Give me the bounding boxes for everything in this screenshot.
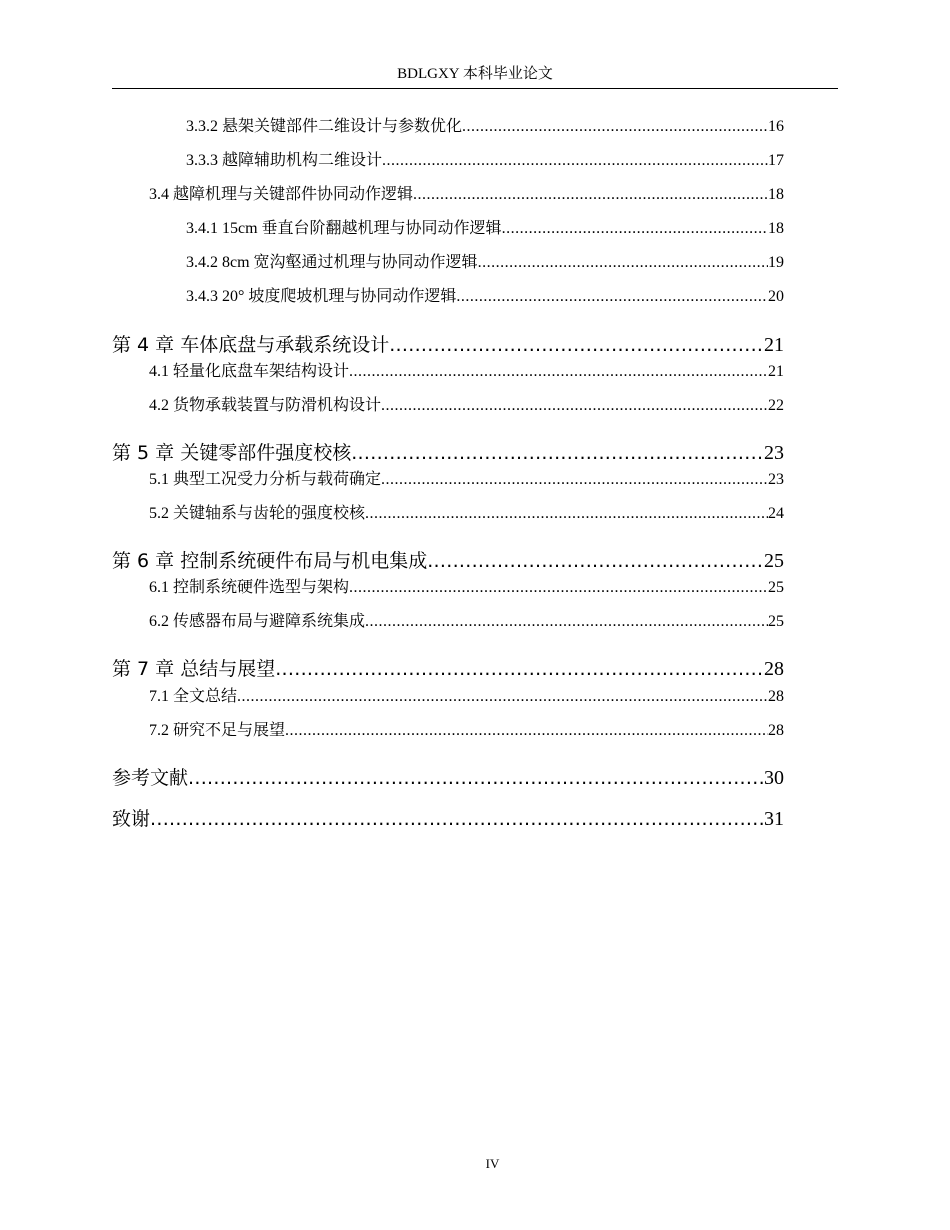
toc-leader bbox=[502, 220, 768, 238]
toc-leader bbox=[285, 722, 768, 740]
toc-entry-title: 6.2 传感器布局与避障系统集成 bbox=[149, 613, 366, 630]
toc-entry-title: 6.1 控制系统硬件选型与架构 bbox=[149, 579, 350, 596]
toc-entry[interactable] bbox=[112, 249, 784, 272]
toc-entry-page: 24 bbox=[768, 505, 784, 522]
toc-entry-title: 4.2 货物承载装置与防滑机构设计 bbox=[149, 397, 382, 414]
page-header bbox=[112, 62, 838, 89]
toc-entry-page: 23 bbox=[768, 471, 784, 488]
toc-leader bbox=[188, 767, 764, 789]
toc-entry-page: 22 bbox=[768, 397, 784, 414]
toc-entry-page: 18 bbox=[768, 220, 784, 237]
toc-entry-title: 3.3.2 悬架关键部件二维设计与参数优化 bbox=[186, 118, 463, 135]
toc-entry-title: 3.4.3 20° 坡度爬坡机理与协同动作逻辑 bbox=[186, 288, 457, 305]
toc-leader bbox=[462, 118, 768, 136]
toc-entry-page: 25 bbox=[764, 550, 784, 572]
header-title: BDLGXY 本科毕业论文 bbox=[397, 66, 553, 82]
toc-entry-page: 23 bbox=[764, 442, 784, 464]
toc-entry[interactable] bbox=[112, 181, 784, 204]
toc-leader bbox=[349, 579, 768, 597]
toc-leader bbox=[365, 613, 768, 631]
toc-entry-page: 16 bbox=[768, 118, 784, 135]
toc-entry[interactable] bbox=[112, 608, 784, 631]
toc-entry-title: 第 7 章 总结与展望 bbox=[112, 658, 276, 680]
toc-entry-title: 第 5 章 关键零部件强度校核 bbox=[112, 442, 352, 464]
toc-leader bbox=[382, 152, 768, 170]
toc-leader bbox=[381, 471, 768, 489]
toc-leader bbox=[478, 254, 768, 272]
toc-entry[interactable] bbox=[112, 500, 784, 523]
toc-entry-title: 7.1 全文总结 bbox=[149, 688, 238, 705]
toc-entry[interactable] bbox=[112, 392, 784, 415]
toc-entry-page: 19 bbox=[768, 254, 784, 271]
toc-entry-title: 5.2 关键轴系与齿轮的强度校核 bbox=[149, 505, 366, 522]
toc-entry-title: 第 4 章 车体底盘与承载系统设计 bbox=[112, 334, 390, 356]
toc-leader bbox=[351, 442, 764, 464]
toc-leader bbox=[349, 363, 768, 381]
toc-leader bbox=[389, 334, 764, 356]
toc-entry-title: 3.4.1 15cm 垂直台阶翻越机理与协同动作逻辑 bbox=[186, 220, 502, 237]
toc-entry-title: 第 6 章 控制系统硬件布局与机电集成 bbox=[112, 550, 428, 572]
toc-entry-title: 3.4 越障机理与关键部件协同动作逻辑 bbox=[149, 186, 414, 203]
toc-chapter-entry[interactable] bbox=[112, 438, 784, 465]
toc-entry-page: 18 bbox=[768, 186, 784, 203]
toc-leader bbox=[150, 808, 764, 830]
toc-entry-page: 25 bbox=[768, 613, 784, 630]
toc-entry[interactable] bbox=[112, 466, 784, 489]
toc-leader bbox=[427, 550, 764, 572]
toc-chapter-entry[interactable] bbox=[112, 546, 784, 573]
toc-entry-page: 28 bbox=[768, 688, 784, 705]
toc-entry-page: 28 bbox=[764, 658, 784, 680]
toc-entry[interactable] bbox=[112, 113, 784, 136]
toc-entry[interactable] bbox=[112, 574, 784, 597]
toc-entry-page: 21 bbox=[764, 334, 784, 356]
toc-leader bbox=[413, 186, 768, 204]
toc-leader bbox=[365, 505, 768, 523]
toc-entry[interactable] bbox=[112, 215, 784, 238]
toc-entry-page: 28 bbox=[768, 722, 784, 739]
toc-chapter-entry[interactable] bbox=[112, 763, 784, 790]
toc-entry-title: 7.2 研究不足与展望 bbox=[149, 722, 286, 739]
toc-entry-title: 参考文献 bbox=[112, 767, 189, 789]
toc-leader bbox=[275, 658, 764, 680]
toc-entry[interactable] bbox=[112, 717, 784, 740]
toc-chapter-entry[interactable] bbox=[112, 330, 784, 357]
toc-entry[interactable] bbox=[112, 283, 784, 306]
toc-entry-page: 25 bbox=[768, 579, 784, 596]
toc-leader bbox=[456, 288, 768, 306]
page-number: IV bbox=[485, 1156, 500, 1171]
toc-entry-page: 30 bbox=[764, 767, 784, 789]
toc-leader bbox=[381, 397, 768, 415]
toc-entry-title: 5.1 典型工况受力分析与载荷确定 bbox=[149, 471, 382, 488]
toc-entry-page: 17 bbox=[768, 152, 784, 169]
toc-entry-title: 3.4.2 8cm 宽沟壑通过机理与协同动作逻辑 bbox=[186, 254, 478, 271]
toc-entry-title: 4.1 轻量化底盘车架结构设计 bbox=[149, 363, 350, 380]
toc-entry-title: 致谢 bbox=[112, 808, 151, 830]
toc-entry[interactable] bbox=[112, 358, 784, 381]
toc-leader bbox=[237, 688, 768, 706]
toc-entry-title: 3.3.3 越障辅助机构二维设计 bbox=[186, 152, 383, 169]
toc-entry-page: 20 bbox=[768, 288, 784, 305]
toc-entry[interactable] bbox=[112, 147, 784, 170]
toc-chapter-entry[interactable] bbox=[112, 654, 784, 681]
toc-entry-page: 31 bbox=[764, 808, 784, 830]
toc-chapter-entry[interactable] bbox=[112, 804, 784, 831]
page-footer bbox=[0, 1156, 950, 1172]
toc-entry-page: 21 bbox=[768, 363, 784, 380]
toc-entry[interactable] bbox=[112, 683, 784, 706]
